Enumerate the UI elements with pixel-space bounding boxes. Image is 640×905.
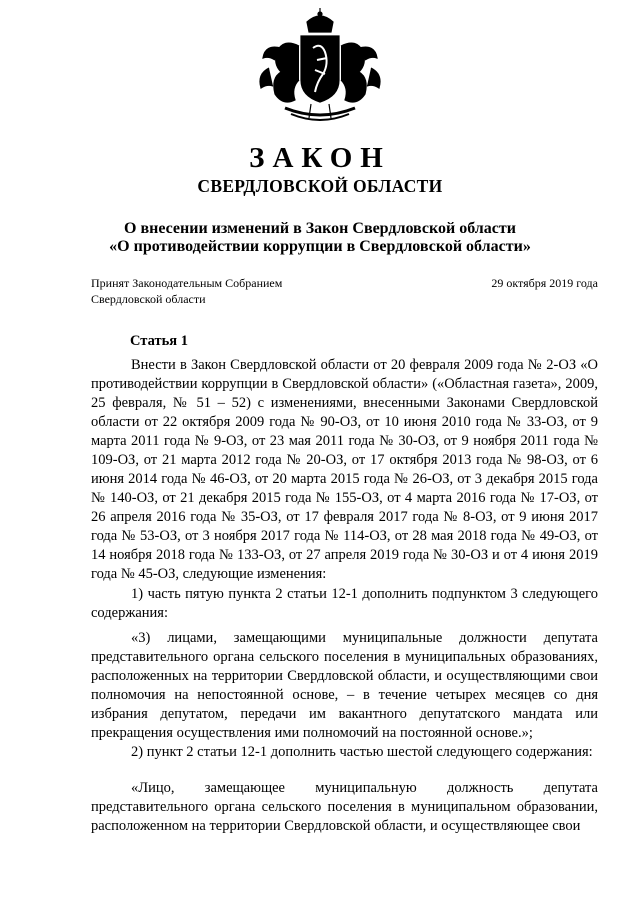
document-subject-line-2: «О противодействии коррупции в Свердловской области»	[109, 238, 531, 255]
coat-of-arms-emblem	[255, 8, 385, 126]
paragraph-item-1: 1) часть пятую пункта 2 статьи 12-1 дополнить подпунктом 3 следующего содержания:	[91, 586, 598, 621]
paragraph-intro: Внести в Закон Свердловской области от 20 февраля 2009 года № 2-ОЗ «О противодействии коррупции в Свердловской области» («Областная газета», 2009, 25 февраля, № 51 – 52) с изменениями, внесенными Законами Свердловской области от 22 октября 2009 года № 90-ОЗ, от 10 июня 2010 года № 33-ОЗ, от 9 марта 2011 года № 9-ОЗ, от 23 мая 2011 года № 30-ОЗ, от 9 ноября 2011 года № 109-ОЗ, от 21 марта 2012 года № 20-ОЗ, от 17 октября 2013 года № 98-ОЗ, от 6 июня 2014 года № 46-ОЗ, от 20 марта 2015 года № 26-ОЗ, от 3 декабря 2015 года № 140-ОЗ, от 21 декабря 2015 года № 155-ОЗ, от 4 марта 2016 года № 17-ОЗ, от 26 апреля 2016 года № 35-ОЗ, от 17 февраля 2017 года № 8-ОЗ, от 9 июня 2017 года № 53-ОЗ, от 3 ноября 2017 года № 114-ОЗ, от 28 мая 2018 года № 49-ОЗ, от 14 ноября 2018 года № 133-ОЗ, от 27 апреля 2019 года № 30-ОЗ и от 4 июня 2019 года № 45-ОЗ, следующие изменения:	[91, 357, 598, 582]
adopted-by-line-1: Принят Законодательным Собранием	[91, 276, 283, 290]
paragraph-quote-1: «3) лицами, замещающими муниципальные должности депутата представительного органа сельского поселения в муниципальных образованиях, расположенных на территории Свердловской области, и осуществляющими свои полномочия на непостоянной основе, – в течение четырех месяцев со дня избрания депутатом, передачи им вакантного депутатского мандата или прекращения осуществления ими полномочий на постоянной основе.»;	[91, 630, 598, 741]
article-heading: Статья 1	[130, 333, 188, 349]
adopted-by-line-2: Свердловской области	[91, 291, 206, 306]
adoption-date: 29 октября 2019 года	[491, 276, 598, 290]
paragraph-quote-2: «Лицо, замещающее муниципальную должность депутата представительного органа сельского поселения в муниципальном образовании, расположенном на территории Свердловской области, и осуществляющее свои	[91, 780, 598, 834]
paragraph-item-2: 2) пункт 2 статьи 12-1 дополнить частью шестой следующего содержания:	[131, 744, 593, 760]
document-title: ЗАКОН	[249, 142, 391, 174]
document-subject-line-1: О внесении изменений в Закон Свердловской области	[124, 220, 516, 237]
document-subtitle: СВЕРДЛОВСКОЙ ОБЛАСТИ	[197, 176, 443, 196]
adopted-by	[91, 276, 282, 307]
